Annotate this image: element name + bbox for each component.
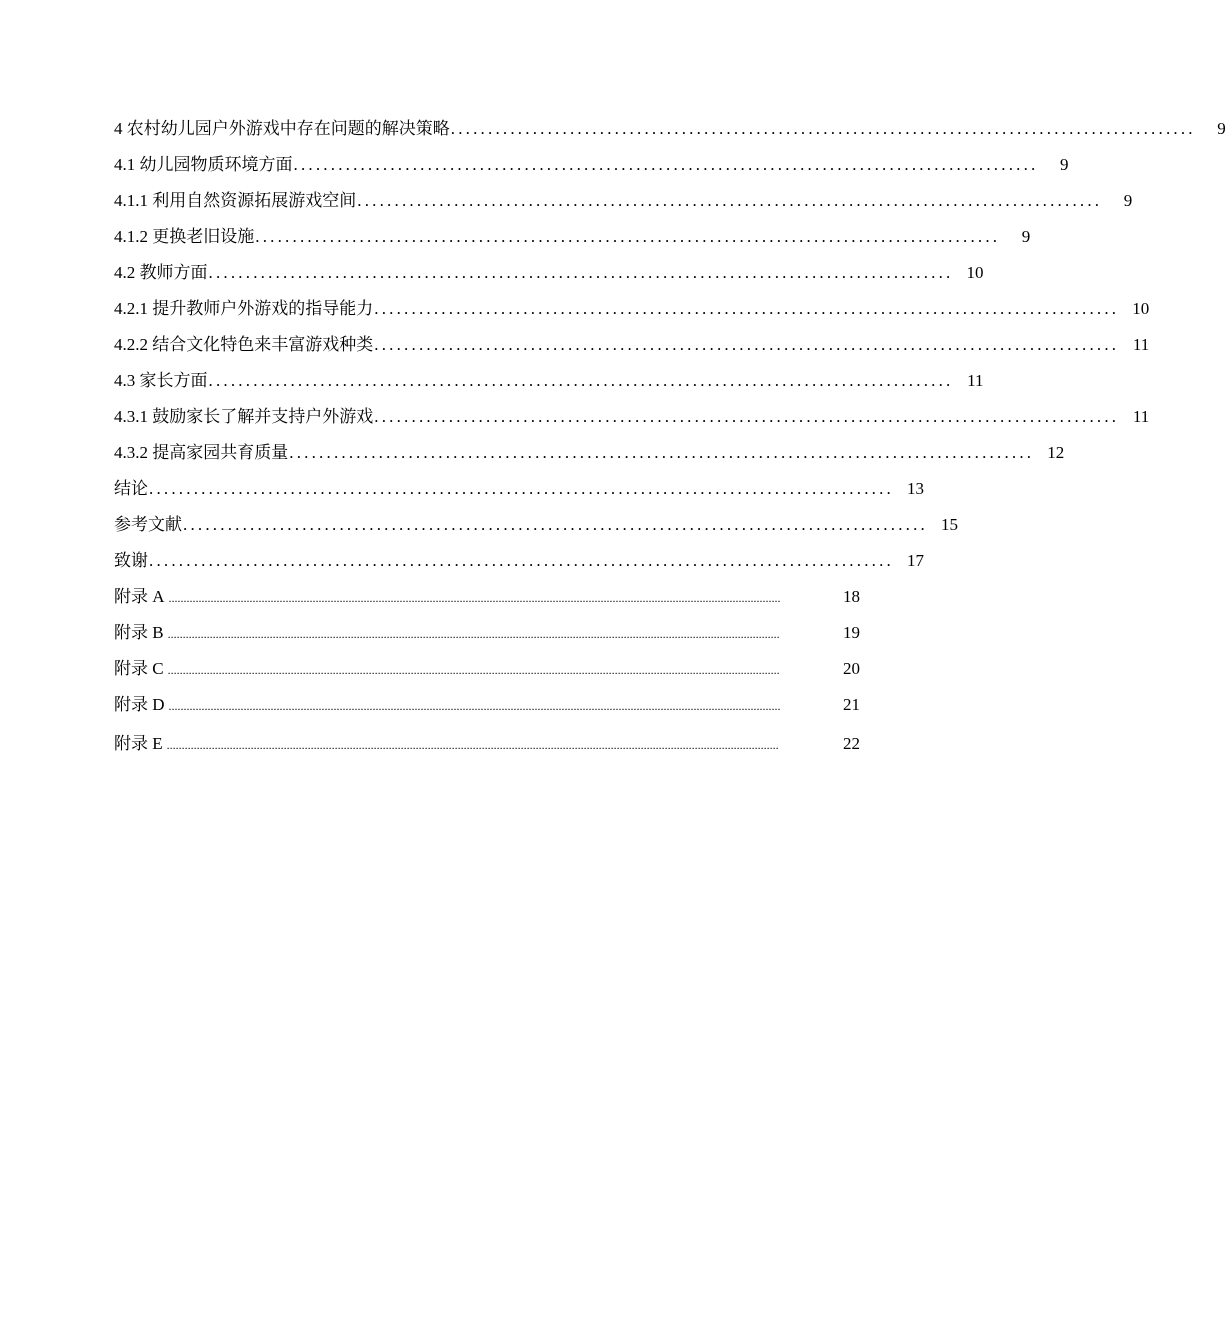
toc-entry[interactable] [114, 514, 958, 550]
toc-entry[interactable] [114, 370, 984, 406]
toc-dot-leader: .................................................................................................... [374, 407, 1120, 426]
toc-entry-title: 附录 E [114, 734, 163, 753]
toc-dot-leader: .................................................................................................... [289, 443, 1035, 462]
toc-page-number: 22 [843, 734, 860, 753]
toc-entry-title: 4.1 幼儿园物质环境方面 [114, 155, 293, 174]
toc-page-number: 9 [1217, 119, 1226, 138]
toc-entry-title: 参考文献 [114, 515, 182, 534]
toc-entry[interactable] [114, 226, 1031, 262]
toc-entry-title: 4.2.1 提升教师户外游戏的指导能力 [114, 299, 374, 318]
toc-entry[interactable] [114, 334, 1150, 370]
toc-entry-title: 结论 [114, 479, 148, 498]
toc-dot-leader: .................................................................................................... [374, 299, 1120, 318]
toc-entry-title: 附录 D [114, 695, 165, 714]
toc-entry[interactable] [114, 478, 924, 514]
toc-dot-leader: .................................................................................................... [149, 551, 894, 570]
toc-dot-leader: .................................................................................................... [293, 155, 1039, 174]
toc-entry[interactable] [114, 694, 860, 730]
toc-dot-leader: .................................................................................................... [183, 515, 928, 534]
toc-dot-leader: .................................................................................................... [208, 263, 954, 282]
toc-dot-leader: .................................................................................................... [208, 371, 954, 390]
toc-entry-title: 4 农村幼儿园户外游戏中存在问题的解决策略 [114, 119, 450, 138]
toc-page-number: 10 [1132, 299, 1150, 318]
toc-page-number: 15 [941, 515, 958, 534]
toc-entry[interactable] [114, 118, 1226, 154]
toc-dot-leader: ............................................................................................................................................................................................................ [168, 591, 781, 605]
toc-entry[interactable] [114, 550, 924, 586]
toc-entry-title: 4.1.1 利用自然资源拓展游戏空间 [114, 191, 357, 210]
toc-entry-title: 4.3.1 鼓励家长了解并支持户外游戏 [114, 407, 374, 426]
toc-entry-title: 4.3.2 提高家园共育质量 [114, 443, 289, 462]
toc-entry-title: 4.2 教师方面 [114, 263, 208, 282]
toc-page-number: 11 [967, 371, 984, 390]
toc-entry[interactable] [114, 262, 984, 298]
toc-dot-leader: .................................................................................................... [374, 335, 1120, 354]
toc-dot-leader: ............................................................................................................................................................................................................ [167, 663, 780, 677]
toc-dot-leader: ............................................................................................................................................................................................................ [167, 627, 780, 641]
toc-entry-title: 附录 A [114, 587, 165, 606]
toc-entry-title: 附录 B [114, 623, 164, 642]
toc-entry-title: 附录 C [114, 659, 164, 678]
toc-entry-title: 致谢 [114, 551, 148, 570]
toc-entry-title: 4.3 家长方面 [114, 371, 208, 390]
toc-page-number: 9 [1123, 191, 1133, 210]
toc-page-number: 17 [907, 551, 924, 570]
toc-page-number: 11 [1132, 335, 1150, 354]
toc-dot-leader: ............................................................................................................................................................................................................ [168, 699, 781, 713]
toc-dot-leader: .................................................................................................... [450, 119, 1196, 138]
toc-page-number: 21 [843, 695, 860, 714]
toc-entry[interactable] [114, 622, 860, 658]
toc-page-number: 9 [1060, 155, 1069, 174]
toc-dot-leader: .................................................................................................... [149, 479, 894, 498]
toc-page-number: 13 [907, 479, 924, 498]
toc-page-number: 9 [1021, 227, 1031, 246]
toc-page-number: 20 [843, 659, 860, 678]
toc-page-number: 19 [843, 623, 860, 642]
toc-entry[interactable] [114, 586, 860, 622]
table-of-contents [114, 118, 1226, 773]
toc-entry[interactable] [114, 154, 1069, 190]
toc-entry[interactable] [114, 733, 860, 773]
toc-entry[interactable] [114, 298, 1150, 334]
toc-page-number: 11 [1132, 407, 1150, 426]
toc-entry-title: 4.1.2 更换老旧设施 [114, 227, 255, 246]
toc-entry[interactable] [114, 442, 1065, 478]
toc-dot-leader: .................................................................................................... [255, 227, 1001, 246]
toc-page-number: 12 [1047, 443, 1065, 462]
toc-dot-leader: ............................................................................................................................................................................................................ [166, 738, 779, 752]
toc-entry-title: 4.2.2 结合文化特色来丰富游戏种类 [114, 335, 374, 354]
toc-entry[interactable] [114, 406, 1150, 442]
toc-entry[interactable] [114, 658, 860, 694]
toc-page-number: 10 [966, 263, 984, 282]
toc-entry[interactable] [114, 190, 1133, 226]
toc-dot-leader: .................................................................................................... [357, 191, 1103, 210]
toc-page-number: 18 [843, 587, 860, 606]
